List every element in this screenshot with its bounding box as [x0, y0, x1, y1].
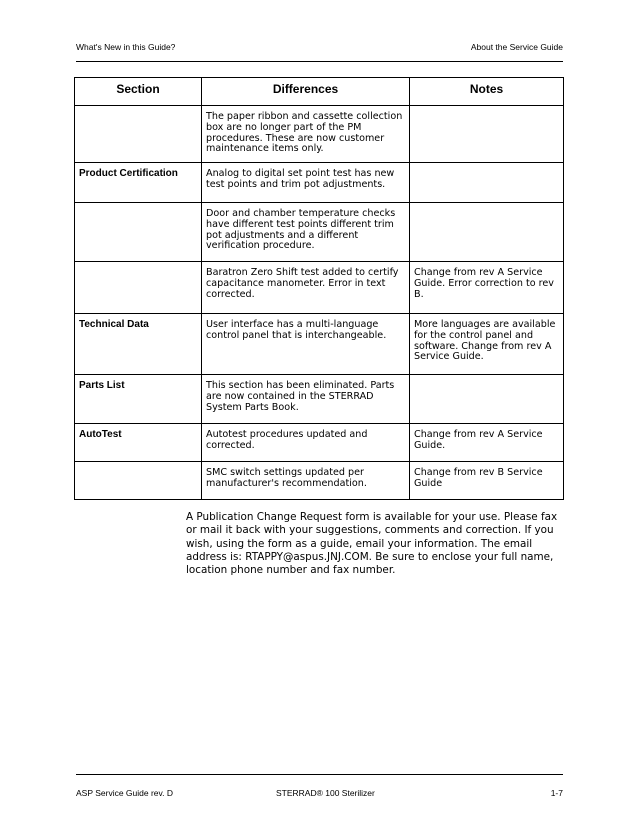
- column-header-differences: Differences: [202, 78, 410, 106]
- page-footer: [76, 788, 563, 800]
- section-cell: [75, 262, 202, 314]
- table-header-row: [75, 78, 564, 106]
- footer-center: STERRAD® 100 Sterilizer: [276, 788, 375, 798]
- table-row: [75, 375, 564, 424]
- differences-cell: Baratron Zero Shift test added to certify capacitance manometer. Error in text corrected.: [202, 262, 410, 314]
- differences-cell: Door and chamber temperature checks have different test points different trim pot adjustments and a different verification procedure.: [202, 203, 410, 262]
- notes-cell: [410, 163, 564, 203]
- page-number: 1-7: [550, 788, 563, 798]
- differences-cell: Analog to digital set point test has new test points and trim pot adjustments.: [202, 163, 410, 203]
- table-row: [75, 314, 564, 375]
- footer-left: ASP Service Guide rev. D: [76, 788, 174, 798]
- section-cell: AutoTest: [75, 424, 202, 462]
- section-cell: Parts List: [75, 375, 202, 424]
- column-header-section: Section: [75, 78, 202, 106]
- notes-cell: [410, 375, 564, 424]
- section-cell: [75, 462, 202, 500]
- column-header-notes: Notes: [410, 78, 564, 106]
- section-cell: Product Certification: [75, 163, 202, 203]
- table-row: [75, 163, 564, 203]
- notes-cell: Change from rev B Service Guide: [410, 462, 564, 500]
- differences-cell: User interface has a multi-language control panel that is interchangeable.: [202, 314, 410, 375]
- differences-cell: This section has been eliminated. Parts are now contained in the STERRAD System Parts Book.: [202, 375, 410, 424]
- header-rule: [76, 61, 563, 62]
- differences-table: [74, 77, 564, 500]
- table-row: [75, 106, 564, 163]
- notes-cell: Change from rev A Service Guide. Error correction to rev B.: [410, 262, 564, 314]
- table-row: [75, 262, 564, 314]
- notes-cell: [410, 106, 564, 163]
- table-row: [75, 424, 564, 462]
- notes-cell: Change from rev A Service Guide.: [410, 424, 564, 462]
- section-cell: [75, 106, 202, 163]
- page-header: [76, 42, 563, 52]
- differences-cell: SMC switch settings updated per manufacturer's recommendation.: [202, 462, 410, 500]
- differences-cell: Autotest procedures updated and corrected.: [202, 424, 410, 462]
- differences-cell: The paper ribbon and cassette collection box are no longer part of the PM procedures. These are now customer maintenance items only.: [202, 106, 410, 163]
- section-cell: Technical Data: [75, 314, 202, 375]
- notes-cell: More languages are available for the control panel and software. Change from rev A Service Guide.: [410, 314, 564, 375]
- publication-change-note: A Publication Change Request form is available for your use. Please fax or mail it back with your suggestions, comments and correction. If you wish, using the form as a guide, email your information. The email address is: RTAPPY@aspus.JNJ.COM. Be sure to enclose your full name, location phone number and fax number.: [186, 511, 558, 577]
- footer-rule: [76, 774, 563, 775]
- header-right: About the Service Guide: [470, 42, 563, 52]
- section-cell: [75, 203, 202, 262]
- notes-cell: [410, 203, 564, 262]
- table-row: [75, 203, 564, 262]
- table-row: [75, 462, 564, 500]
- header-left: What's New in this Guide?: [76, 42, 176, 52]
